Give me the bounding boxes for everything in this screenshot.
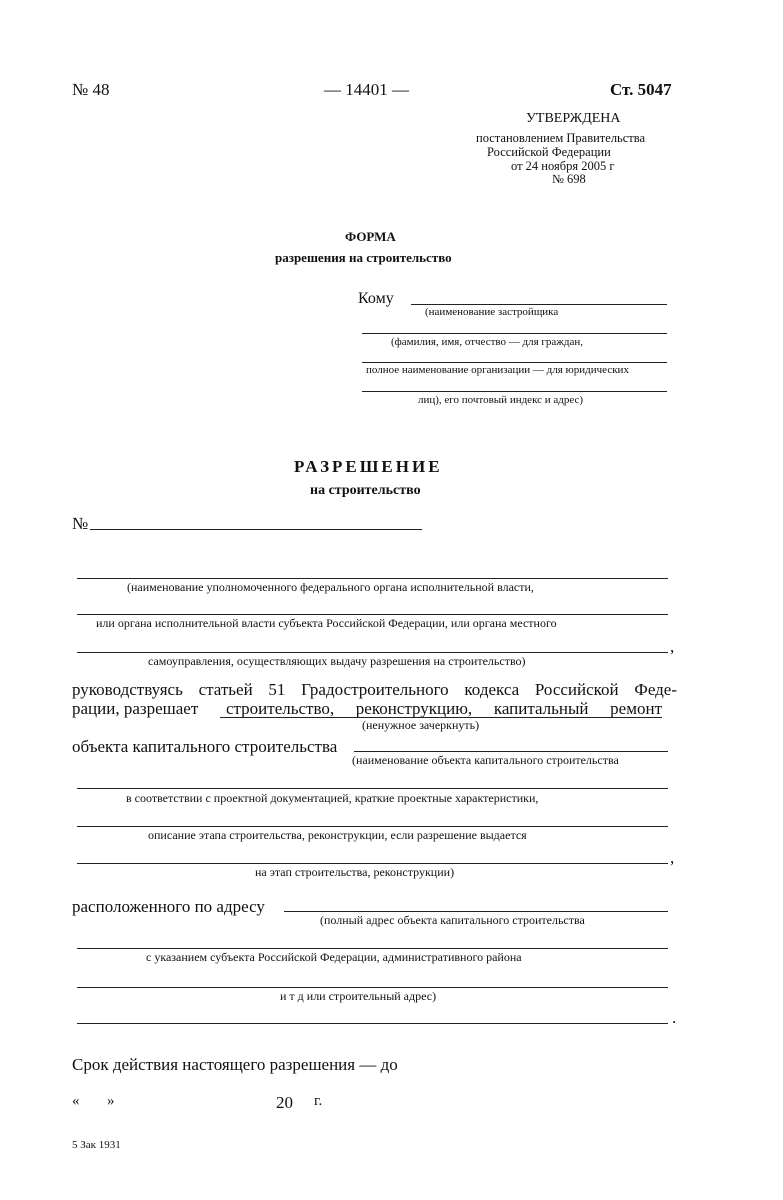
authority-caption-1: (наименование уполномоченного федерального органа исполнительной власти, <box>127 580 534 594</box>
permit-number-label: № <box>72 514 89 533</box>
to-caption-1: (наименование застройщика <box>425 306 559 318</box>
address-caption-2: с указанием субъекта Российской Федерации, административного района <box>146 950 522 964</box>
address-caption-1: (полный адрес объекта капитального строительства <box>320 913 585 927</box>
strike-caption: (ненужное зачеркнуть) <box>362 718 480 732</box>
authority-comma: , <box>670 637 675 656</box>
text-line-1: руководствуясь статьей 51 Градостроительного кодекса Российской Феде- <box>72 680 677 699</box>
object-line-1[interactable] <box>354 751 668 752</box>
project-caption-2: описание этапа строительства, реконструкции, если разрешение выдается <box>148 828 527 842</box>
address-line-4[interactable] <box>77 1023 668 1024</box>
to-caption-4: лиц), его почтовый индекс и адрес) <box>418 394 584 406</box>
project-line-3[interactable] <box>77 863 668 864</box>
address-line-1[interactable] <box>284 911 668 912</box>
to-line-3[interactable] <box>362 362 667 363</box>
to-caption-2: (фамилия, имя, отчество — для граждан, <box>391 336 584 348</box>
authority-line-3[interactable] <box>77 652 668 653</box>
footer-note: 5 Зак 1931 <box>72 1139 121 1151</box>
project-comma: , <box>670 848 675 867</box>
address-line-2[interactable] <box>77 948 668 949</box>
approval-line-1: постановлением Правительства <box>476 131 646 145</box>
authority-caption-2: или органа исполнительной власти субъекта Российской Федерации, или органа местного <box>96 616 557 630</box>
authority-caption-3: самоуправления, осуществляющих выдачу разрешения на строительство) <box>148 654 526 668</box>
approval-line-4: № 698 <box>552 172 586 186</box>
to-line-2[interactable] <box>362 333 667 334</box>
object-caption: (наименование объекта капитального строительства <box>352 753 619 767</box>
to-line-4[interactable] <box>362 391 667 392</box>
permit-subtitle: на строительство <box>310 483 421 498</box>
authority-line-2[interactable] <box>77 614 668 615</box>
text-line-2-start: рации, разрешает <box>72 699 199 718</box>
to-caption-3: полное наименование организации — для юридических <box>366 364 629 376</box>
permit-number-field[interactable] <box>90 529 422 530</box>
address-caption-3: и т д или строительный адрес) <box>280 989 437 1003</box>
project-caption-3: на этап строительства, реконструкции) <box>255 865 455 879</box>
address-line-3[interactable] <box>77 987 668 988</box>
address-label: расположенного по адресу <box>72 897 265 916</box>
to-label: Кому <box>358 290 394 307</box>
address-period: . <box>672 1008 677 1027</box>
text-permit-options: строительство, реконструкцию, капитальный ремонт <box>226 699 662 718</box>
validity-quote-close: » <box>107 1093 115 1109</box>
approval-line-3: от 24 ноября 2005 г <box>511 159 615 173</box>
form-subtitle: разрешения на строительство <box>275 250 452 265</box>
project-line-2[interactable] <box>77 826 668 827</box>
project-line-1[interactable] <box>77 788 668 789</box>
authority-line-1[interactable] <box>77 578 668 579</box>
validity-quote-open: « <box>72 1093 80 1109</box>
page-number-left: № 48 <box>72 80 110 99</box>
to-line-1[interactable] <box>411 304 667 305</box>
validity-label: Срок действия настоящего разрешения — до <box>72 1055 398 1074</box>
page-number-center: — 14401 — <box>324 80 409 99</box>
validity-year: 20 <box>276 1093 293 1112</box>
approval-title: УТВЕРЖДЕНА <box>526 111 621 126</box>
object-label: объекта капитального строительства <box>72 737 338 756</box>
approval-line-2: Российской Федерации <box>487 145 611 159</box>
article-number: Ст. 5047 <box>610 80 672 99</box>
permit-title: РАЗРЕШЕНИЕ <box>294 457 443 476</box>
project-caption-1: в соответствии с проектной документацией, краткие проектные характеристики, <box>126 791 539 805</box>
validity-year-suffix: г. <box>314 1093 323 1109</box>
form-title: ФОРМА <box>345 229 396 244</box>
